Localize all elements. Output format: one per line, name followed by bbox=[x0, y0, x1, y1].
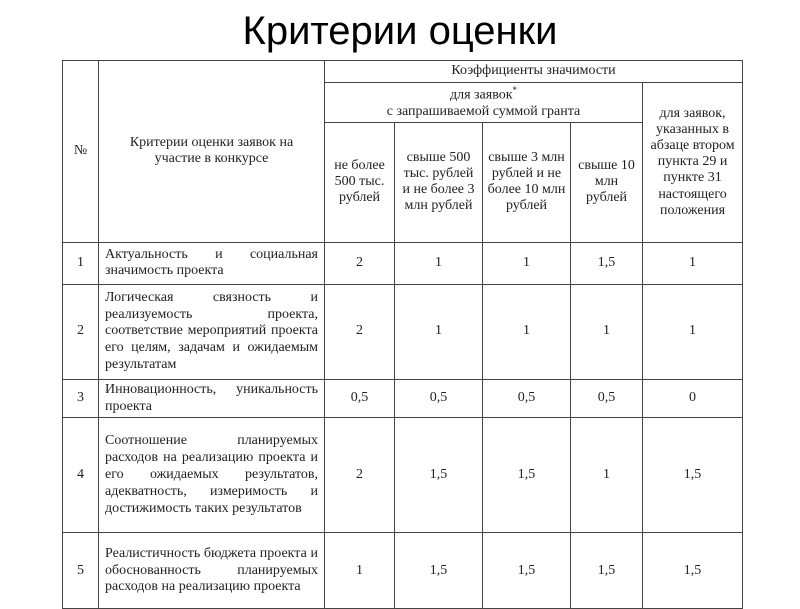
coefficient-cell: 0,5 bbox=[325, 379, 395, 418]
header-range: свыше 10 млн рублей bbox=[571, 122, 643, 242]
row-number: 5 bbox=[63, 533, 99, 609]
row-number: 4 bbox=[63, 418, 99, 533]
criterion-text: Логическая связность и реализуемость проекта, соответствие мероприятий проекта его целям, задачам и ожидаемым результатам bbox=[99, 284, 325, 379]
row-number: 1 bbox=[63, 242, 99, 284]
criterion-text: Реалистичность бюджета проекта и обоснованность планируемых расходов на реализацию проекта bbox=[99, 533, 325, 609]
header-special: для заявок, указанных в абзаце втором пункта 29 и пункте 31 настоящего положения bbox=[643, 83, 743, 243]
criterion-text: Соотношение планируемых расходов на реализацию проекта и его ожидаемых результатов, адекватность, измеримость и достижимость таких результатов bbox=[99, 418, 325, 533]
page-title: Критерии оценки bbox=[242, 9, 558, 53]
coefficient-cell: 1,5 bbox=[395, 533, 483, 609]
header-by-amount-title: для заявок bbox=[449, 87, 513, 103]
coefficient-cell: 2 bbox=[325, 284, 395, 379]
coefficient-cell: 1 bbox=[395, 242, 483, 284]
table-row bbox=[63, 533, 743, 609]
table-row bbox=[63, 284, 743, 379]
criteria-table bbox=[62, 60, 743, 609]
header-range: не более 500 тыс. рублей bbox=[325, 122, 395, 242]
coefficient-cell: 1,5 bbox=[571, 533, 643, 609]
coefficient-cell: 1 bbox=[325, 533, 395, 609]
coefficient-cell: 1 bbox=[571, 284, 643, 379]
coefficient-cell: 1,5 bbox=[571, 242, 643, 284]
coefficient-cell: 0,5 bbox=[395, 379, 483, 418]
coefficient-cell: 1 bbox=[643, 284, 743, 379]
row-number: 3 bbox=[63, 379, 99, 418]
criterion-text: Актуальность и социальная значимость проекта bbox=[99, 242, 325, 284]
coefficient-cell: 1 bbox=[483, 284, 571, 379]
coefficient-cell: 1 bbox=[571, 418, 643, 533]
criterion-text: Инновационность, уникальность проекта bbox=[99, 379, 325, 418]
header-range: свыше 500 тыс. рублей и не более 3 млн рублей bbox=[395, 122, 483, 242]
header-criteria: Критерии оценки заявок на участие в конкурсе bbox=[99, 61, 325, 243]
header-by-amount bbox=[325, 83, 643, 123]
table-row bbox=[63, 418, 743, 533]
coefficient-cell: 1,5 bbox=[643, 418, 743, 533]
coefficient-cell: 1,5 bbox=[483, 533, 571, 609]
coefficient-cell: 0 bbox=[643, 379, 743, 418]
header-by-amount-subtitle: с запрашиваемой суммой гранта bbox=[386, 103, 581, 119]
table-row bbox=[63, 242, 743, 284]
coefficient-cell: 2 bbox=[325, 242, 395, 284]
coefficient-cell: 2 bbox=[325, 418, 395, 533]
coefficient-cell: 1,5 bbox=[483, 418, 571, 533]
coefficient-cell: 0,5 bbox=[483, 379, 571, 418]
header-num: № bbox=[63, 61, 99, 243]
coefficient-cell: 1 bbox=[483, 242, 571, 284]
header-row bbox=[63, 61, 743, 83]
coefficient-cell: 0,5 bbox=[571, 379, 643, 418]
row-number: 2 bbox=[63, 284, 99, 379]
header-range: свыше 3 млн рублей и не более 10 млн рублей bbox=[483, 122, 571, 242]
coefficient-cell: 1 bbox=[395, 284, 483, 379]
coefficient-cell: 1,5 bbox=[395, 418, 483, 533]
header-coefficients: Коэффициенты значимости bbox=[325, 61, 743, 83]
footnote-mark: * bbox=[512, 85, 518, 95]
coefficient-cell: 1,5 bbox=[643, 533, 743, 609]
coefficient-cell: 1 bbox=[643, 242, 743, 284]
table-row bbox=[63, 379, 743, 418]
